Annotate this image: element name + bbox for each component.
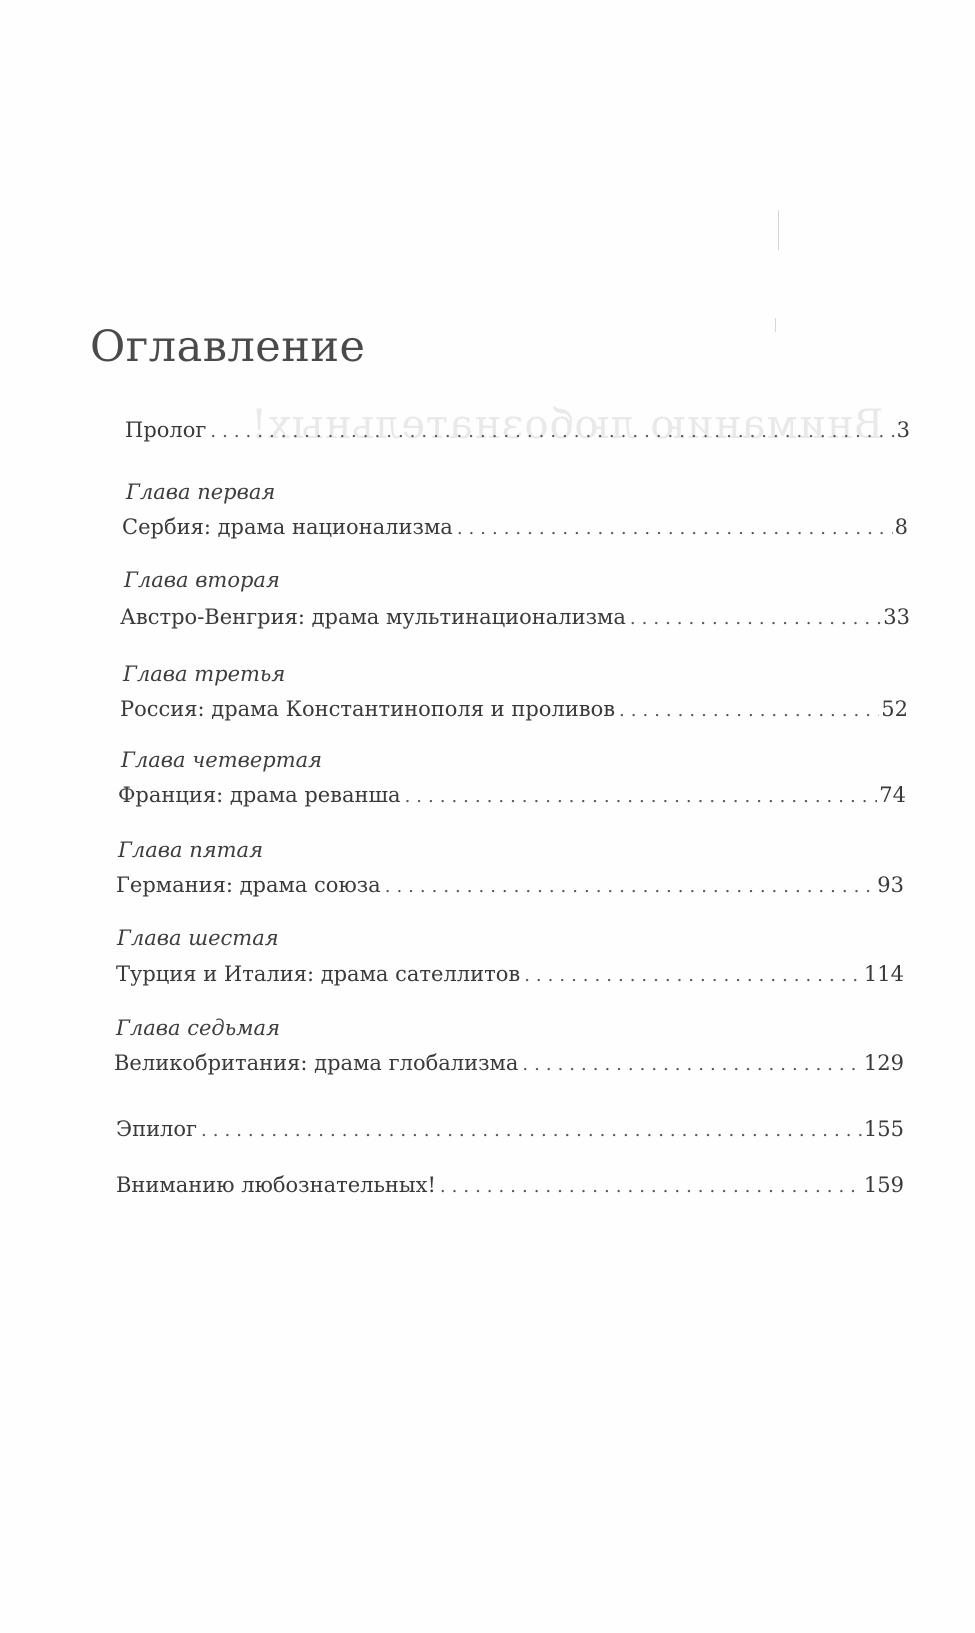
toc-entry-prologue[interactable] bbox=[125, 418, 910, 442]
page-number: 129 bbox=[863, 1051, 904, 1075]
page-number: 155 bbox=[863, 1117, 904, 1141]
entry-title: Германия: драма союза bbox=[116, 873, 381, 897]
toc-entry-chapter-3[interactable] bbox=[120, 697, 908, 721]
toc-entry-chapter-4[interactable] bbox=[118, 783, 906, 807]
entry-title: Пролог bbox=[125, 418, 207, 442]
chapter-label: Глава пятая bbox=[118, 838, 263, 862]
page-number: 74 bbox=[879, 783, 906, 807]
page-number: 93 bbox=[877, 873, 904, 897]
dot-leader bbox=[630, 608, 881, 629]
chapter-label: Глава первая bbox=[126, 480, 276, 504]
chapter-label: Глава третья bbox=[123, 662, 286, 686]
page-number: 114 bbox=[863, 962, 904, 986]
scan-mark bbox=[778, 210, 779, 250]
entry-title: Россия: драма Константинополя и проливов bbox=[120, 697, 616, 721]
entry-title: Турция и Италия: драма сателлитов bbox=[116, 962, 521, 986]
entry-title: Франция: драма реванша bbox=[118, 783, 401, 807]
chapter-label: Глава шестая bbox=[117, 926, 279, 950]
show-through-heading: Вниманию любознательных! bbox=[250, 402, 884, 448]
chapter-label: Глава вторая bbox=[124, 568, 280, 592]
toc-entry-epilogue[interactable] bbox=[116, 1117, 904, 1141]
toc-entry-chapter-1[interactable] bbox=[122, 515, 908, 539]
chapter-label: Глава седьмая bbox=[116, 1016, 280, 1040]
dot-leader bbox=[457, 518, 893, 539]
chapter-label: Глава четвертая bbox=[121, 748, 323, 772]
dot-leader bbox=[619, 700, 879, 721]
dot-leader bbox=[405, 786, 878, 807]
dot-leader bbox=[524, 965, 862, 986]
page-number: 33 bbox=[883, 605, 910, 629]
page-title: Оглавление bbox=[90, 322, 366, 372]
dot-leader bbox=[201, 1120, 862, 1141]
entry-title: Сербия: драма национализма bbox=[122, 515, 453, 539]
page-number: 159 bbox=[863, 1173, 904, 1197]
scan-mark bbox=[775, 318, 776, 332]
toc-entry-chapter-6[interactable] bbox=[116, 962, 904, 986]
toc-entry-chapter-5[interactable] bbox=[116, 873, 904, 897]
dot-leader bbox=[210, 421, 894, 442]
entry-title: Австро-Венгрия: драма мультинационализма bbox=[120, 605, 626, 629]
dot-leader bbox=[385, 876, 876, 897]
dot-leader bbox=[522, 1054, 862, 1075]
toc-entry-for-the-curious[interactable] bbox=[116, 1173, 904, 1197]
dot-leader bbox=[440, 1176, 862, 1197]
page-number: 3 bbox=[896, 418, 910, 442]
entry-title: Эпилог bbox=[116, 1117, 198, 1141]
toc-entry-chapter-7[interactable] bbox=[114, 1051, 904, 1075]
entry-title: Великобритания: драма глобализма bbox=[114, 1051, 519, 1075]
page-number: 8 bbox=[894, 515, 908, 539]
page-number: 52 bbox=[881, 697, 908, 721]
toc-entry-chapter-2[interactable] bbox=[120, 605, 910, 629]
entry-title: Вниманию любознательных! bbox=[116, 1173, 436, 1197]
